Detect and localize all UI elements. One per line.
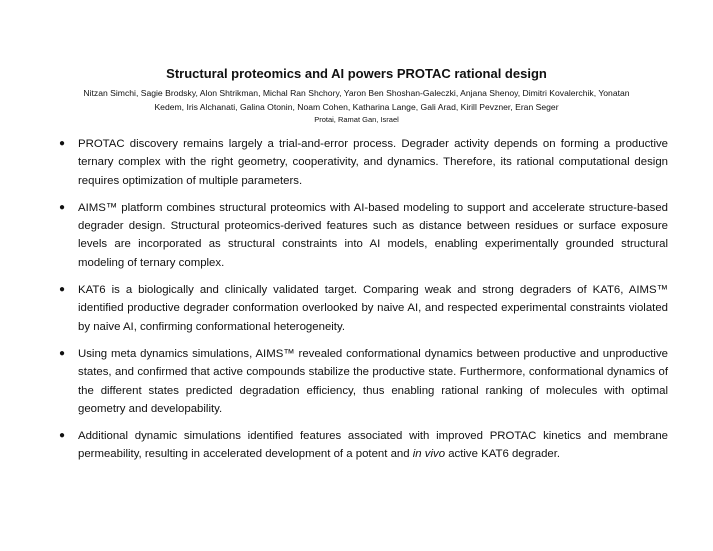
bullet-item-3	[50, 281, 668, 336]
author-list-line-1: Nitzan Simchi, Sagie Brodsky, Alon Shtrikman, Michal Ran Shchory, Yaron Ben Shoshan-Galeczki, Anjana Shenoy, Dimitri Kovalerchik, Yonatan	[83, 88, 630, 98]
bullet-text-italic: in vivo	[412, 448, 446, 461]
bullet-text: KAT6 is a biologically and clinically validated target. Comparing weak and strong degraders of KAT6, AIMS™ identified productive degrader conformation overlooked by naive AI, and respected experimental constraints violated by naive AI, confirming conformational heterogeneity.	[78, 284, 668, 333]
bullet-text: PROTAC discovery remains largely a trial-and-error process. Degrader activity depends on forming a productive ternary complex with the right geometry, cooperativity, and dynamics. Therefore, its rational computational design requires optimization of multiple parameters.	[78, 138, 668, 187]
bullet-item-5	[50, 427, 668, 464]
bullet-dot-icon: ●	[59, 201, 66, 213]
author-list	[50, 86, 663, 114]
bullet-text-part: Additional dynamic simulations identified features associated with improved PROTAC kinetics and membrane permeability, resulting in accelerated development of a potent and	[78, 430, 668, 461]
bullet-item-2	[50, 199, 668, 272]
bullet-list	[50, 135, 668, 473]
bullet-text	[78, 430, 668, 460]
bullet-dot-icon: ●	[59, 284, 66, 296]
author-list-line-2: Kedem, Iris Alchanati, Galina Otonin, Noam Cohen, Katharina Lange, Gali Arad, Kirill Pevzner, Eran Seger	[154, 102, 559, 112]
bullet-item-1	[50, 135, 668, 190]
bullet-text: AIMS™ platform combines structural proteomics with AI-based modeling to support and accelerate structure-based degrader design. Structural proteomics-derived features such as distance between residues or surface exposure levels are incorporated as structural constraints into AI models, enabling experimentally grounded structural modeling of ternary complex.	[78, 201, 668, 269]
bullet-dot-icon: ●	[59, 138, 66, 149]
affiliation: Protai, Ramat Gan, Israel	[314, 115, 399, 124]
document-title: Structural proteomics and AI powers PROTAC rational design	[166, 66, 547, 81]
bullet-text: Using meta dynamics simulations, AIMS™ revealed conformational dynamics between productive and unproductive states, and confirmed that active compounds stabilize the productive state. Furthermore, conformational dynamics of the different states predicted degradation efficiency, thus enabling rational ranking of molecules with optimal geometry and developability.	[78, 347, 668, 415]
bullet-item-4	[50, 345, 668, 418]
bullet-text-part: active KAT6 degrader.	[445, 448, 561, 461]
bullet-dot-icon: ●	[59, 430, 66, 442]
bullet-dot-icon: ●	[59, 347, 66, 359]
